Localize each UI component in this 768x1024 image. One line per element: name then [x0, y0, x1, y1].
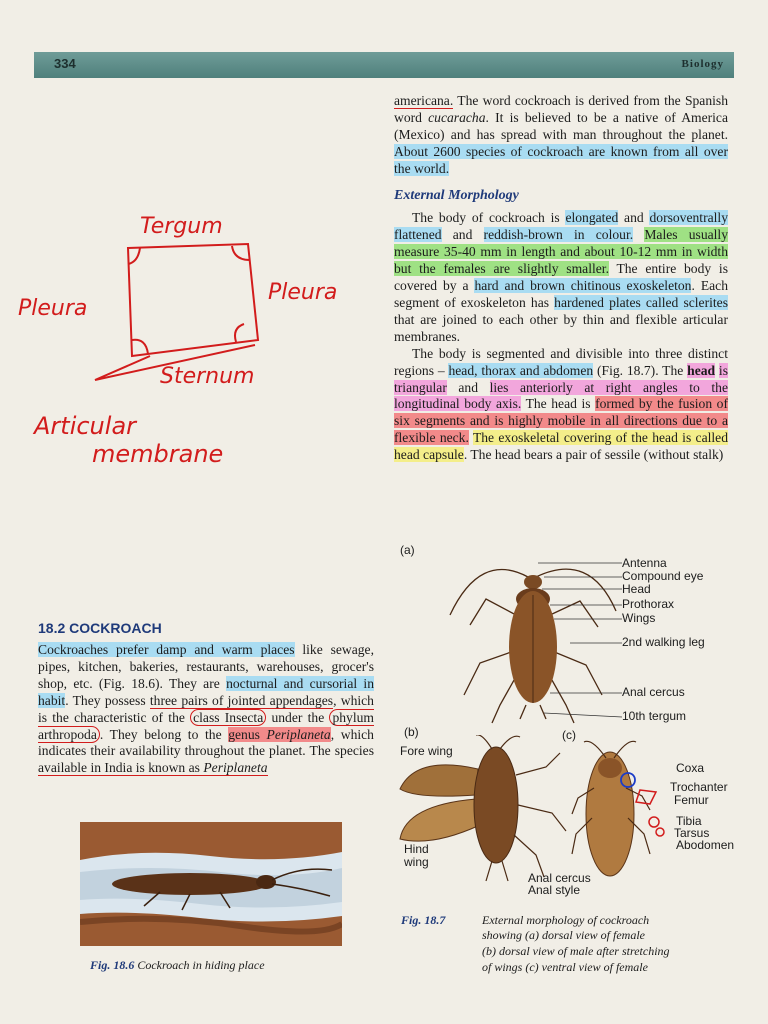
- cockroach-ventral-illustration: [570, 738, 670, 888]
- text: . They possess: [65, 692, 150, 708]
- fig-18-7-caption-line-1: External morphology of cockroach: [482, 913, 650, 927]
- label-trochanter: Trochanter: [670, 780, 728, 794]
- highlight: nocturnal and cursorial in habit: [38, 675, 374, 708]
- text: . It is believed to be a native of America (Mexico) and has spread with man throughout the planet.: [394, 109, 728, 142]
- section-heading: 18.2 COCKROACH: [38, 620, 162, 636]
- paragraph-cockroach: [38, 642, 374, 777]
- label-tibia: Tibia: [676, 814, 702, 828]
- underline: three pairs of jointed appendages: [149, 692, 334, 708]
- text: that are joined to each other by thin and flexible articular membranes.: [394, 311, 728, 344]
- left-column: [38, 620, 374, 777]
- highlight-red: formed by the fusion of six segments and is highly mobile in all directions due to a flexible neck.: [394, 396, 729, 446]
- highlight: elongated: [565, 210, 619, 226]
- highlight-species: About 2600 species of cockroach are known from all over the world.: [394, 143, 728, 176]
- text: like sewage, pipes, kitchen, bakeries, restaurants, warehouses, grocer's shop, etc. (Fig. 18.6). They are: [38, 642, 374, 691]
- text: The head is: [521, 396, 596, 412]
- paragraph-origin: [394, 93, 728, 178]
- circled-text: phylum arthropoda: [38, 709, 374, 742]
- handwriting-sternum: Sternum: [160, 364, 255, 389]
- label-antenna: Antenna: [622, 556, 667, 570]
- label-fore-wing: Fore wing: [400, 744, 453, 758]
- leader-lines-a: [530, 555, 630, 725]
- fig-18-7-caption-line-2: showing (a) dorsal view of female: [482, 928, 645, 942]
- highlight-head: head: [687, 362, 716, 378]
- text: The entire body is covered by a: [394, 261, 728, 294]
- highlight: reddish-brown in colour.: [483, 227, 634, 243]
- text: and: [446, 379, 490, 395]
- label-compound-eye: Compound eye: [622, 569, 704, 583]
- panel-c-label: (c): [562, 728, 576, 742]
- text: The word cockroach is derived from the Spanish word: [394, 93, 728, 125]
- highlight-size: Males usually measure 35-40 mm in length and about 10-12 mm in width but the females are slightly smaller.: [394, 227, 728, 277]
- handwriting-membrane: membrane: [92, 440, 224, 468]
- highlight-yellow: The exoskeletal covering of the head is called head capsule: [394, 430, 728, 463]
- highlight: head, thorax and abdomen: [448, 362, 594, 378]
- text: and: [618, 210, 650, 226]
- underline: Periplaneta: [203, 760, 268, 776]
- paragraph-segments: [394, 346, 728, 464]
- highlight: dorsoventrally flattened: [394, 210, 728, 243]
- label-femur: Femur: [674, 793, 709, 807]
- text-cucaracha: cucaracha: [428, 109, 486, 125]
- label-hind-wing: Hind wing: [404, 842, 429, 869]
- highlight: is triangular: [394, 362, 728, 395]
- panel-b-label: (b): [404, 725, 419, 739]
- handwriting-tergum: Tergum: [140, 214, 223, 239]
- underline: available in India is known as: [38, 760, 204, 776]
- label-tarsus: Tarsus: [674, 826, 710, 840]
- text: . Each segment of exoskeleton has: [394, 278, 728, 310]
- fig-18-7-caption-line-4: of wings (c) ventral view of female: [482, 960, 648, 974]
- subheading-external-morphology: External Morphology: [394, 187, 519, 203]
- label-wings: Wings: [622, 611, 656, 625]
- text: under the: [266, 709, 330, 725]
- text-americana: americana.: [394, 93, 454, 108]
- page-number: 334: [54, 56, 76, 71]
- label-anal-style: Anal style: [528, 883, 581, 897]
- text: . The head bears a pair of sessile (without stalk): [463, 447, 724, 463]
- caption-label: Fig. 18.7: [401, 913, 446, 927]
- label-anal-cercus: Anal cercus: [622, 685, 685, 699]
- highlight-red: genus: [228, 726, 267, 742]
- text: , which indicates their availability throughout the planet. The species: [38, 726, 374, 759]
- caption-text: Cockroach in hiding place: [134, 958, 265, 972]
- highlight-red: Periplaneta: [266, 726, 331, 742]
- right-column: [394, 93, 728, 464]
- highlight: lies anteriorly at right angles to the longitudinal body axis.: [394, 379, 728, 412]
- text: The body is segmented and divisible into three distinct regions –: [394, 345, 728, 378]
- running-head: Biology: [681, 58, 724, 70]
- label-head: Head: [622, 582, 651, 596]
- circled-text: class Insecta: [190, 709, 266, 726]
- label-prothorax: Prothorax: [622, 597, 675, 611]
- cockroach-photo: [80, 822, 342, 946]
- text: [633, 227, 644, 242]
- fig-18-7-caption-line-3: (b) dorsal view of male after stretching: [482, 944, 670, 958]
- handwriting-pleura-right: Pleura: [268, 280, 338, 305]
- fig-18-6-caption: [90, 958, 265, 973]
- label-coxa: Coxa: [676, 761, 705, 775]
- text: The body of cockroach is: [412, 210, 566, 226]
- text: . They belong to the: [99, 726, 229, 742]
- label-2nd-walking-leg: 2nd walking leg: [622, 635, 705, 649]
- highlight: hard and brown chitinous exoskeleton: [474, 278, 692, 294]
- text: , which is the characteristic of the: [38, 692, 374, 725]
- highlight: Cockroaches prefer damp and warm places: [38, 642, 295, 657]
- panel-a-label: (a): [400, 543, 415, 557]
- label-anal-cercus-b: Anal cercus: [528, 871, 591, 885]
- highlight: hardened plates called sclerites: [554, 294, 728, 310]
- handwriting-articular: Articular: [34, 412, 137, 440]
- label-abodomen: Abodomen: [676, 838, 735, 852]
- paragraph-body: [394, 210, 728, 345]
- handwriting-pleura-left: Pleura: [18, 296, 88, 321]
- text: (Fig. 18.7). The: [593, 362, 688, 378]
- caption-label: Fig. 18.6: [90, 958, 135, 972]
- fig-18-7-caption-label: [401, 913, 445, 928]
- text: and: [441, 227, 484, 243]
- page-header: [34, 52, 734, 78]
- label-10th-tergum: 10th tergum: [622, 709, 687, 723]
